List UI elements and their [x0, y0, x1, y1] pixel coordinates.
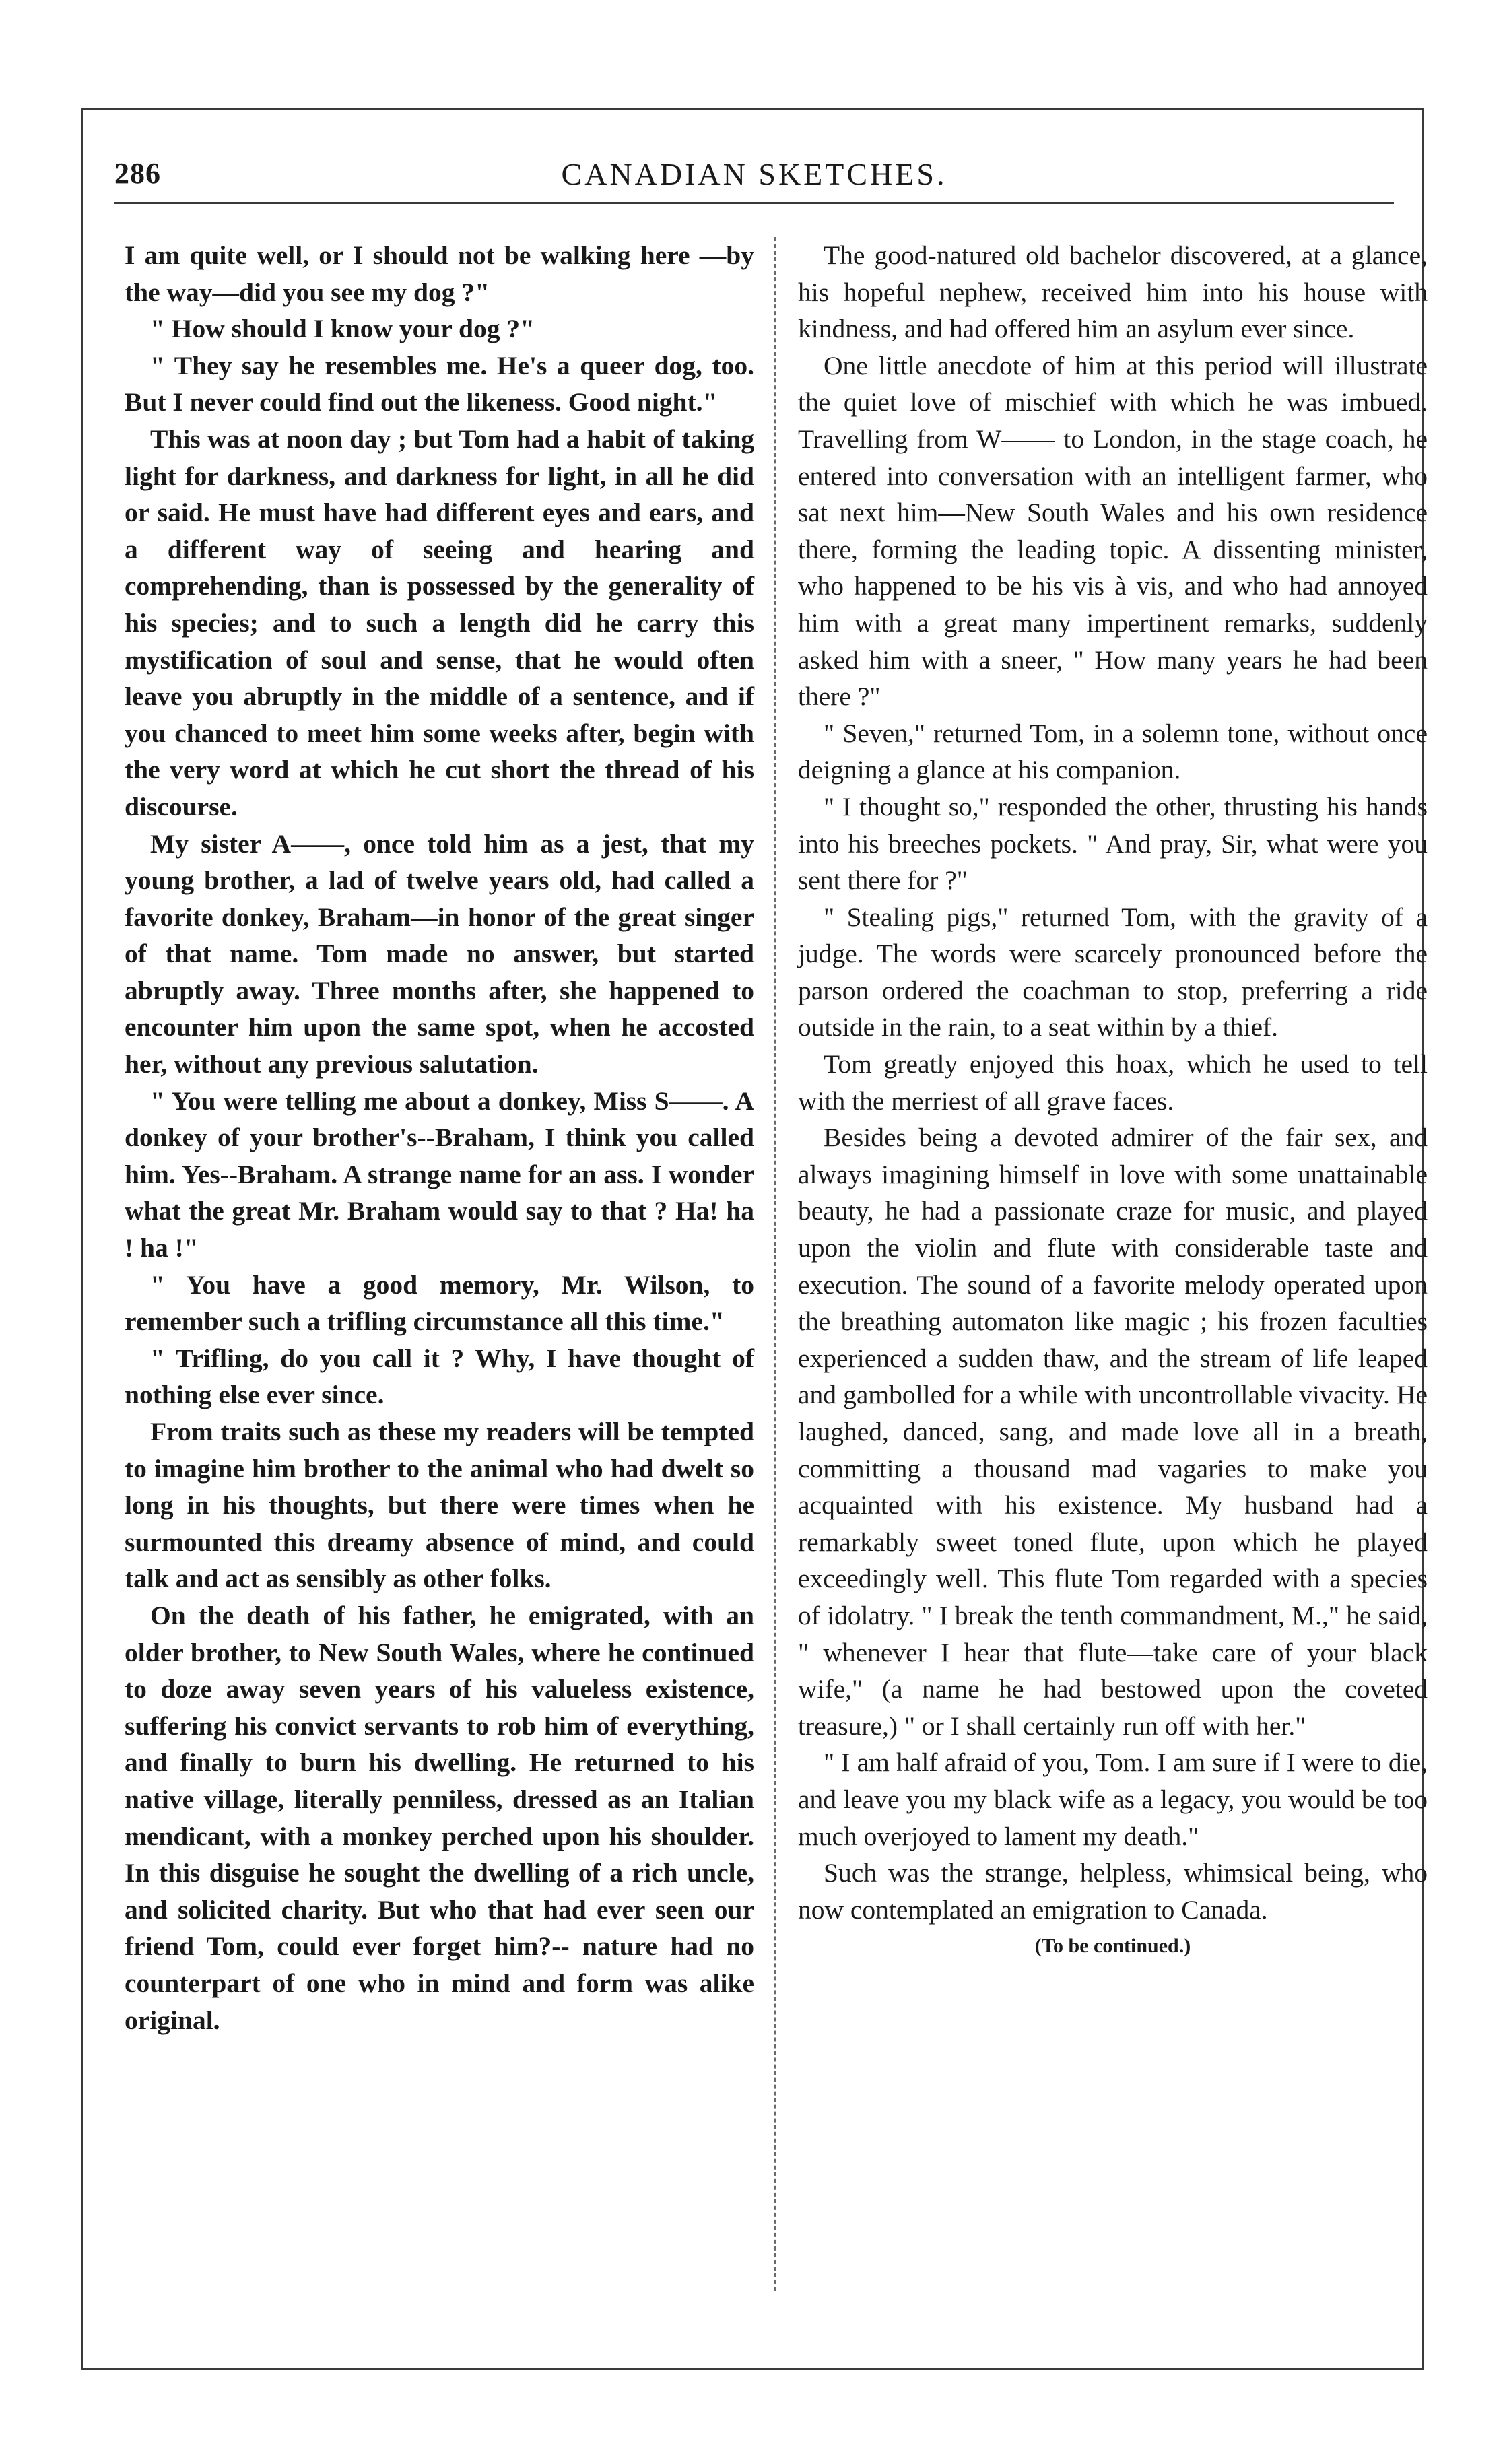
column-divider: [774, 237, 776, 2291]
paragraph: " You were telling me about a donkey, Miss S——. A donkey of your brother's--Braham, I think you called him. Yes--Braham. A strange name for an ass. I wonder what the great Mr. Braham would say to that ? Ha! ha ! ha !": [125, 1086, 754, 1263]
paragraph: This was at noon day ; but Tom had a habit of taking light for darkness, and darkness for light, in all he did or said. He must have had different eyes and ears, and a different way of seeing and hearing and comprehending, than is possessed by the generality of his species; and to such a length did he carry this mystification of soul and sense, that he would often leave you abruptly in the middle of a sentence, and if you chanced to meet him some weeks after, begin with the very word at which he cut short the thread of his discourse.: [125, 424, 754, 822]
paragraph: Such was the strange, helpless, whimsical being, who now contemplated an emigration to Canada.: [798, 1858, 1428, 1925]
paragraph: From traits such as these my readers will be tempted to imagine him brother to the animal who had dwelt so long in his thoughts, but there were times when he surmounted this dreamy absence of mind, and could talk and act as sensibly as other folks.: [125, 1417, 754, 1594]
right-column: [798, 237, 1428, 1965]
to-be-continued-note: (To be continued.): [1034, 1935, 1191, 1958]
paragraph: One little anecdote of him at this period will illustrate the quiet love of mischief with which he was imbued. Travelling from W—— to London, in the stage coach, he entered into conversation with an intelligent farmer, who sat next him—New South Wales and his own residence there, forming the leading topic. A dissenting minister, who happened to be his vis à vis, and who had annoyed him with a great many impertinent remarks, suddenly asked him with a sneer, " How many years he had been there ?": [798, 350, 1428, 712]
paragraph: " Seven," returned Tom, in a solemn tone, without once deigning a glance at his companion.: [798, 718, 1428, 785]
paragraph: " You have a good memory, Mr. Wilson, to remember such a trifling circumstance all this time.": [125, 1269, 754, 1337]
paragraph: " I am half afraid of you, Tom. I am sure if I were to die, and leave you my black wife as a legacy, you would be too much overjoyed to lament my death.": [798, 1747, 1428, 1851]
page-header: [114, 156, 1394, 203]
paragraph: Tom greatly enjoyed this hoax, which he used to tell with the merriest of all grave faces.: [798, 1049, 1428, 1116]
paragraph: I am quite well, or I should not be walking here —by the way—did you see my dog ?": [125, 240, 754, 307]
paragraph: On the death of his father, he emigrated, with an older brother, to New South Wales, where he continued to doze away seven years of his valueless existence, suffering his convict servants to rob him of everything, and finally to burn his dwelling. He returned to his native village, literally penniless, dressed as an Italian mendicant, with a monkey perched upon his shoulder. In this disguise he sought the dwelling of a rich uncle, and solicited charity. But who that had ever seen our friend Tom, could ever forget him?-- nature had no counterpart of one who in mind and form was alike original.: [125, 1600, 754, 2035]
paragraph: Besides being a devoted admirer of the fair sex, and always imagining himself in love with some unattainable beauty, he had a passionate craze for music, and played upon the violin and flute with considerable taste and execution. The sound of a favorite melody operated upon the breathing automaton like magic ; his frozen faculties experienced a sudden thaw, and the stream of life leaped and gambolled for a while with uncontrollable vivacity. He laughed, danced, sang, and made love all in a breath, committing a thousand mad vagaries to make you acquainted with his existence. My husband had a remarkably sweet toned flute, upon which he played exceedingly well. This flute Tom regarded with a species of idolatry. " I break the tenth commandment, M.," he said, " whenever I hear that flute—take care of your black wife," (a name he had bestowed upon the coveted treasure,) " or I shall certainly run off with her.": [798, 1123, 1428, 1741]
paragraph: " Stealing pigs," returned Tom, with the gravity of a judge. The words were scarcely pronounced before the parson ordered the coachman to stop, preferring a ride outside in the rain, to a seat within by a thief.: [798, 902, 1428, 1042]
left-column: [125, 237, 754, 2038]
paragraph: My sister A——, once told him as a jest, that my young brother, a lad of twelve years old, had called a favorite donkey, Braham—in honor of the great singer of that name. Tom made no answer, but started abruptly away. Three months after, she happened to encounter him upon the same spot, when he accosted her, without any previous salutation.: [125, 828, 754, 1079]
paragraph: " They say he resembles me. He's a queer dog, too. But I never could find out the likeness. Good night.": [125, 350, 754, 418]
header-rule: [114, 202, 1394, 204]
page-number: 286: [114, 157, 161, 190]
paragraph: " Trifling, do you call it ? Why, I have thought of nothing else ever since.: [125, 1343, 754, 1410]
paragraph: " I thought so," responded the other, thrusting his hands into his breeches pockets. " And pray, Sir, what were you sent there for ?": [798, 791, 1428, 896]
paragraph: The good-natured old bachelor discovered, at a glance, his hopeful nephew, received him into his house with kindness, and had offered him an asylum ever since.: [798, 240, 1428, 344]
paragraph: " How should I know your dog ?": [150, 314, 535, 344]
running-title: CANADIAN SKETCHES.: [561, 157, 947, 191]
